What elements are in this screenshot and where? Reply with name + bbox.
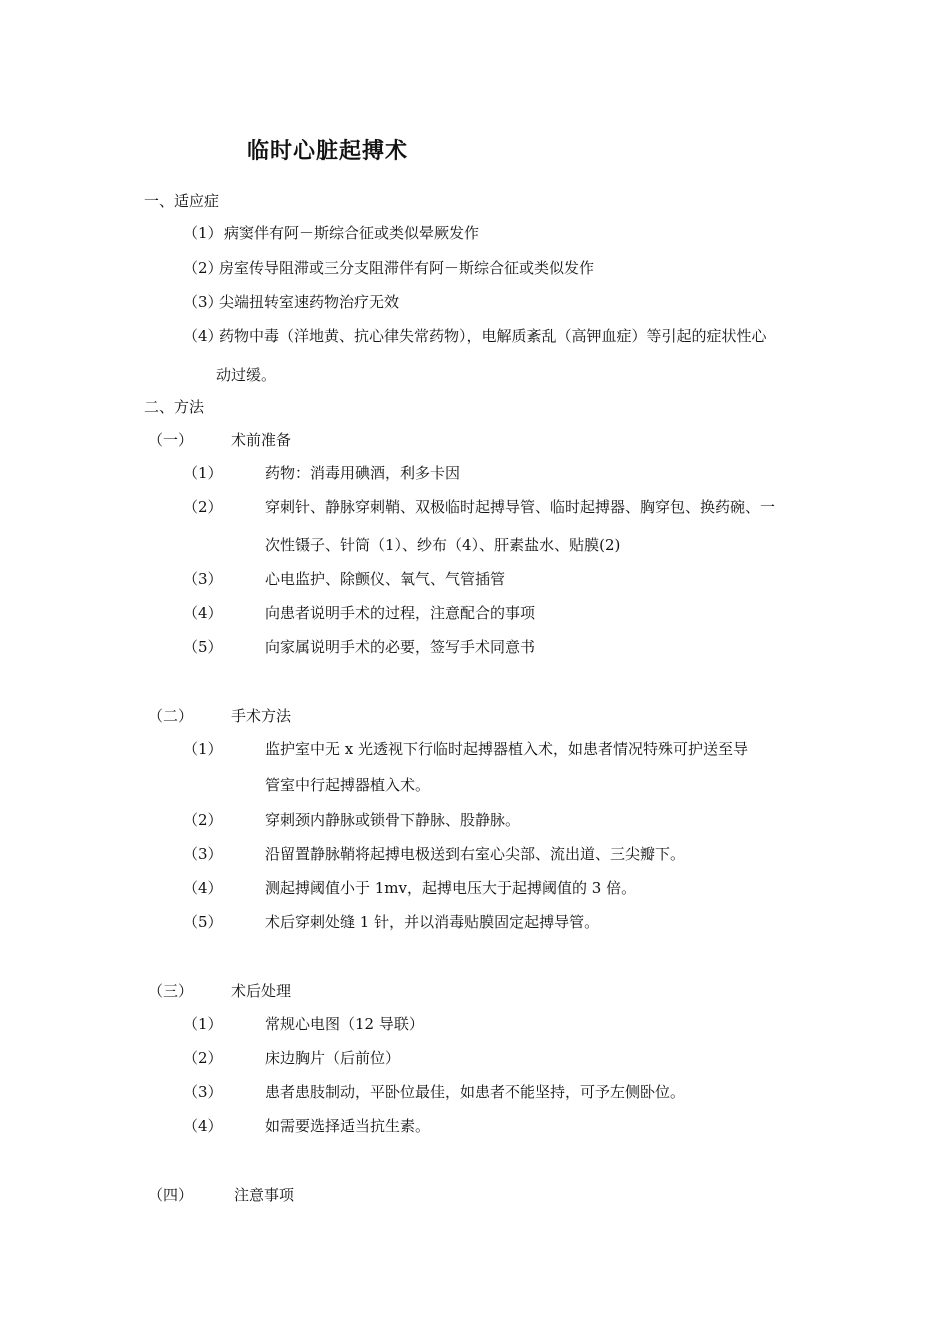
page-title: 临时心脏起搏术 bbox=[247, 139, 409, 164]
section-heading-indications: 一、适应症 bbox=[144, 192, 220, 210]
list-item-number: （2） bbox=[183, 259, 223, 277]
list-item-text: 沿留置静脉鞘将起搏电极送到右室心尖部、流出道、三尖瓣下。 bbox=[265, 845, 686, 863]
list-item-text: 尖端扭转室速药物治疗无效 bbox=[219, 293, 400, 311]
list-item-number: （1） bbox=[183, 740, 223, 758]
list-item-text: 病窦伴有阿－斯综合征或类似晕厥发作 bbox=[224, 224, 480, 242]
list-item-number: （1） bbox=[183, 224, 223, 242]
list-item-text-continued: 动过缓。 bbox=[216, 366, 277, 384]
list-item-number: （4） bbox=[183, 327, 223, 345]
list-item-text: 药物：消毒用碘酒，利多卡因 bbox=[265, 464, 461, 482]
list-item-text: 床边胸片（后前位） bbox=[265, 1049, 401, 1067]
list-item-number: （2） bbox=[183, 811, 223, 829]
list-item-text-continued: 管室中行起搏器植入术。 bbox=[265, 776, 431, 794]
list-item-number: （4） bbox=[183, 1117, 223, 1135]
list-item-text: 心电监护、除颤仪、氧气、气管插管 bbox=[265, 570, 506, 588]
list-item-number: （3） bbox=[183, 845, 223, 863]
list-item-text: 患者患肢制动，平卧位最佳，如患者不能坚持，可予左侧卧位。 bbox=[265, 1083, 686, 1101]
list-item-text: 穿刺颈内静脉或锁骨下静脉、股静脉。 bbox=[265, 811, 521, 829]
list-item-text: 如需要选择适当抗生素。 bbox=[265, 1117, 431, 1135]
list-item-text-continued: 次性镊子、针筒（1）、纱布（4）、肝素盐水、贴膜(2) bbox=[265, 536, 621, 554]
list-item-text: 监护室中无 x 光透视下行临时起搏器植入术，如患者情况特殊可护送至导 bbox=[265, 740, 748, 758]
list-item-number: （3） bbox=[183, 570, 223, 588]
subsection-heading-postop: 术后处理 bbox=[231, 982, 292, 1000]
list-item-text: 穿刺针、静脉穿刺鞘、双极临时起搏导管、临时起搏器、胸穿包、换药碗、一 bbox=[265, 498, 776, 516]
list-item-text: 向患者说明手术的过程，注意配合的事项 bbox=[265, 604, 536, 622]
subsection-number: （三） bbox=[148, 982, 194, 1000]
subsection-heading-preop: 术前准备 bbox=[231, 431, 292, 449]
list-item-text: 向家属说明手术的必要，签写手术同意书 bbox=[265, 638, 536, 656]
list-item-number: （5） bbox=[183, 913, 223, 931]
subsection-number: （四） bbox=[148, 1186, 194, 1204]
list-item-number: （3） bbox=[183, 1083, 223, 1101]
section-heading-methods: 二、方法 bbox=[144, 398, 205, 416]
list-item-number: （1） bbox=[183, 464, 223, 482]
list-item-number: （1） bbox=[183, 1015, 223, 1033]
list-item-number: （4） bbox=[183, 879, 223, 897]
list-item-text: 术后穿刺处缝 1 针，并以消毒贴膜固定起搏导管。 bbox=[265, 913, 600, 931]
list-item-number: （5） bbox=[183, 638, 223, 656]
subsection-number: （二） bbox=[148, 707, 194, 725]
list-item-number: （2） bbox=[183, 498, 223, 516]
subsection-number: （一） bbox=[148, 431, 194, 449]
subsection-heading-precautions: 注意事项 bbox=[234, 1186, 295, 1204]
list-item-text: 药物中毒（洋地黄、抗心律失常药物），电解质紊乱（高钾血症）等引起的症状性心 bbox=[219, 327, 767, 345]
list-item-text: 测起搏阈值小于 1mv，起搏电压大于起搏阈值的 3 倍。 bbox=[265, 879, 637, 897]
list-item-number: （2） bbox=[183, 1049, 223, 1067]
list-item-text: 常规心电图（12 导联） bbox=[265, 1015, 424, 1033]
list-item-number: （3） bbox=[183, 293, 223, 311]
subsection-heading-procedure: 手术方法 bbox=[231, 707, 292, 725]
list-item-number: （4） bbox=[183, 604, 223, 622]
list-item-text: 房室传导阻滞或三分支阻滞伴有阿－斯综合征或类似发作 bbox=[219, 259, 595, 277]
